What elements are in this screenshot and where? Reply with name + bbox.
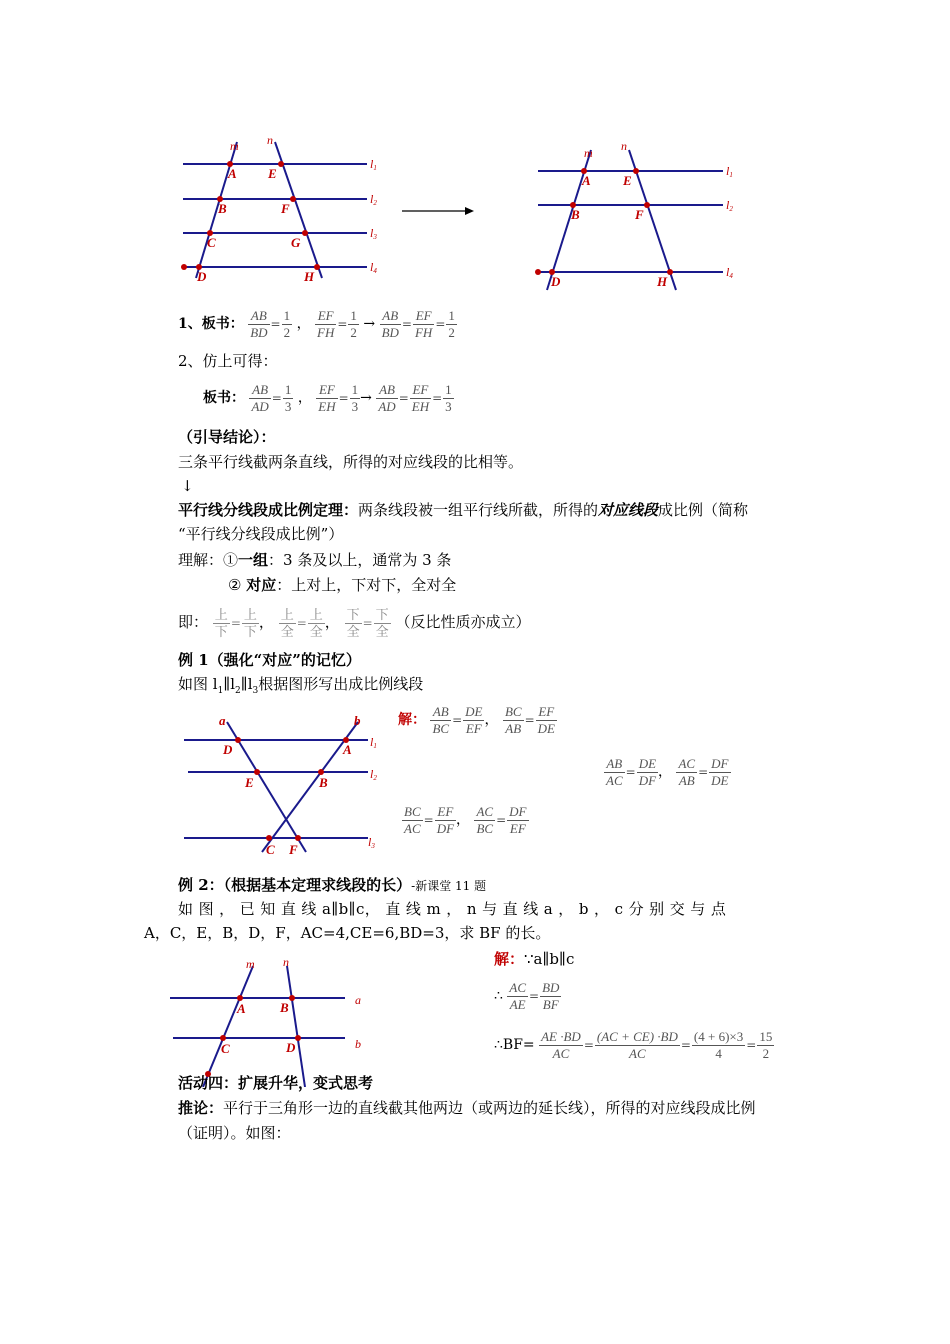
- frac: $\frac{AB}{BD}$: [250, 307, 268, 340]
- svg-text:m: m: [230, 139, 239, 153]
- ji-line: 即： $\frac{\text{上}}{\text{下}}$ = $\frac{\text{上}}{\text{下}}$ ， $\frac{\text{上}}{\text{全}}$ = $\frac{\text{上}}{\text{全}}$ ， $\frac{\text{下}}{\text{全}}$ = $\frac{\text{下}}{\text{全}}$ （反比性质亦成立）: [178, 606, 531, 639]
- activity-4-heading: 活动四：扩展升华，变式思考: [178, 1074, 374, 1092]
- board-note-1-prefix: 1、板书：: [178, 316, 244, 332]
- svg-text:H: H: [657, 274, 668, 289]
- svg-text:F: F: [289, 842, 298, 857]
- example-1-desc: 如图 $l_1\parallel l_2\parallel l_3$根据图形写出成比例线段: [178, 675, 424, 696]
- svg-text:l1: l1: [726, 164, 733, 179]
- example-1-solution-row-1: 解： $\frac{AB}{BC}$ = $\frac{DE}{EF}$ ， $\frac{BC}{AB}$ = $\frac{EF}{DE}$: [398, 703, 555, 736]
- down-arrow: ↓: [181, 477, 194, 495]
- diagram-left: [181, 133, 377, 284]
- board-note-2: 板书： $\frac{AB}{AD}$ = $\frac{1}{3}$ ， $\frac{EF}{EH}$ = $\frac{1}{3}$ → $\frac{AB}{AD}$ = $\frac{EF}{EH}$ = $\frac{1}{3}$: [203, 381, 452, 414]
- svg-text:A: A: [237, 1001, 246, 1016]
- example-1-solution-row-2: $\frac{AB}{AC}$ = $\frac{DE}{DF}$ ， $\frac{AC}{AB}$ = $\frac{DF}{DE}$: [606, 755, 729, 788]
- svg-text:l3: l3: [368, 835, 375, 850]
- svg-text:H: H: [304, 269, 315, 284]
- understand-line-2: ② 对应：上对上，下对下，全对全: [228, 576, 457, 594]
- example-2-title: 例 2：（根据基本定理求线段的长）-新课堂 11 题: [178, 876, 487, 894]
- svg-text:A: A: [343, 742, 352, 757]
- svg-text:n: n: [267, 133, 273, 147]
- example-1-solution-row-3: $\frac{BC}{AC}$ = $\frac{EF}{DF}$ ， $\frac{AC}{BC}$ = $\frac{DF}{EF}$: [404, 803, 527, 836]
- svg-text:B: B: [571, 207, 580, 222]
- figure-parallel-lines-3: [165, 952, 375, 1087]
- theorem-emphasis: 对应线段: [598, 501, 659, 519]
- svg-text:b: b: [354, 713, 361, 728]
- board-note-1: 1、板书： $\frac{AB}{BD}$ = $\frac{1}{2}$ ， $\frac{EF}{FH}$ = $\frac{1}{2}$ → $\frac{AB}{BD}$ = $\frac{EF}{FH}$ = $\frac{1}{2}$: [178, 307, 455, 340]
- figure-parallel-lines-2: [178, 710, 388, 860]
- svg-text:D: D: [286, 1040, 296, 1055]
- svg-text:m: m: [584, 146, 593, 160]
- example-1-title: 例 1（强化“对应”的记忆）: [178, 651, 361, 669]
- svg-text:l2: l2: [370, 767, 377, 782]
- svg-text:B: B: [280, 1000, 289, 1015]
- guide-heading: （引导结论）：: [178, 428, 276, 446]
- svg-text:l2: l2: [726, 198, 733, 213]
- svg-text:C: C: [266, 842, 275, 857]
- svg-text:D: D: [551, 274, 561, 289]
- svg-text:C: C: [221, 1041, 230, 1056]
- svg-text:l3: l3: [370, 226, 377, 241]
- svg-text:a: a: [355, 993, 361, 1007]
- theorem: 平行线分线段成比例定理：两条线段被一组平行线所截，所得的对应线段成比例（简称: [178, 501, 749, 519]
- svg-text:l1: l1: [370, 157, 377, 172]
- svg-text:l2: l2: [370, 192, 377, 207]
- svg-text:a: a: [219, 713, 226, 728]
- svg-text:n: n: [621, 139, 627, 153]
- svg-text:n: n: [283, 955, 289, 969]
- svg-text:m: m: [246, 957, 255, 971]
- svg-text:B: B: [218, 201, 227, 216]
- example-2-desc-2: A，C，E，B，D，F，AC=4,CE=6,BD=3，求 BF 的长。: [144, 924, 551, 942]
- svg-text:l4: l4: [370, 260, 377, 275]
- svg-text:D: D: [223, 742, 233, 757]
- svg-text:l1: l1: [370, 735, 377, 750]
- svg-text:D: D: [197, 269, 207, 284]
- svg-text:l4: l4: [726, 265, 733, 280]
- corollary-cont: （证明）。如图：: [178, 1124, 291, 1142]
- svg-text:A: A: [228, 166, 237, 181]
- example-2-solution-bf: ∴BF= $\frac{AE \cdot BD}{AC}$ = $\frac{(AC + CE) \cdot BD}{AC}$ = $\frac{(4 + 6)\times 3}{4}$ = $\frac{15}{2}$: [494, 1028, 773, 1061]
- svg-text:E: E: [245, 775, 254, 790]
- understand-line-1: 理解：①一组：3 条及以上，通常为 3 条: [178, 551, 452, 569]
- imitate-line: 2、仿上可得：: [178, 352, 278, 370]
- theorem-short-name: “平行线分线段成比例”）: [178, 525, 344, 543]
- svg-text:B: B: [319, 775, 328, 790]
- diagram-right: [535, 139, 733, 290]
- statement: 三条平行线截两条直线，所得的对应线段的比相等。: [178, 453, 524, 471]
- svg-text:G: G: [291, 235, 301, 250]
- example-2-solution-proportion: ∴ $\frac{AC}{AE}$ = $\frac{BD}{BF}$: [494, 979, 560, 1012]
- svg-text:E: E: [268, 166, 277, 181]
- svg-text:C: C: [207, 235, 216, 250]
- example-2-solution-given: 解：∵a∥b∥c: [494, 950, 575, 968]
- svg-text:E: E: [623, 173, 632, 188]
- svg-text:F: F: [635, 207, 644, 222]
- svg-text:F: F: [281, 201, 290, 216]
- example-2-desc-1: 如 图 ， 已 知 直 线 a∥b∥c， 直 线 m ， n 与 直 线 a ， b ， c 分 别 交 与 点: [178, 900, 727, 918]
- svg-text:b: b: [355, 1037, 361, 1051]
- transform-arrow: [402, 207, 474, 215]
- corollary: 推论：平行于三角形一边的直线截其他两边（或两边的延长线），所得的对应线段成比例: [178, 1099, 756, 1117]
- figure-parallel-lines-1: [170, 128, 770, 293]
- svg-text:A: A: [582, 173, 591, 188]
- theorem-title: 平行线分线段成比例定理：: [178, 501, 359, 519]
